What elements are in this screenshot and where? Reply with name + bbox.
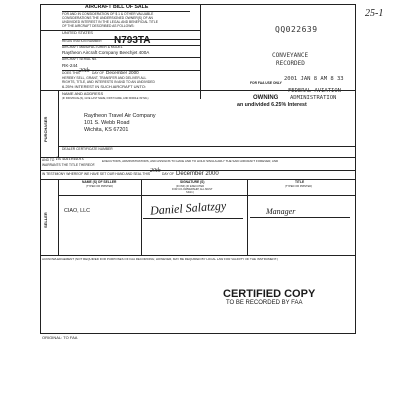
- manufacturer-value: Raytheon Aircraft Company Beechjet 400A: [62, 50, 150, 55]
- dealer-certificate-label: DEALER CERTIFICATE NUMBER: [62, 147, 113, 151]
- owning-label: OWNING: [253, 95, 279, 101]
- recorded-stamp: RECORDED: [276, 60, 305, 67]
- day-of-label: DAY OF: [92, 71, 104, 75]
- registration-label: REGISTRATION NUMBER: [62, 39, 102, 43]
- testimony-text: IN TESTIMONY WHEREOF WE HAVE SET OUR HAND AND SEAL THIS: [42, 172, 151, 176]
- testimony-dayof-label: DAY OF: [162, 172, 174, 176]
- col-title: TITLE: [295, 180, 305, 184]
- col-seller-name: NAME (S) OF SELLER: [82, 180, 117, 184]
- col-title-sub: (TYPED OR PRINTED): [285, 185, 313, 188]
- executors-text: EXECUTORS, ADMINISTRATORS, AND ASSIGNS TO HAVE AND TO HOLD SINGULARLY THE SAID AIRCRAFT FOREVER, AND: [102, 159, 279, 163]
- warrants-text: WARRANTS THE TITLE THEREOF.: [42, 163, 96, 167]
- name-address-label: NAME AND ADDRESS: [62, 91, 104, 96]
- recorded-by-faa-stamp: TO BE RECORDED BY FAA: [226, 300, 303, 306]
- serial-label: AIRCRAFT SERIAL No.: [62, 57, 97, 61]
- sale-day: 20th: [79, 68, 90, 74]
- seller-side-label: SELLER: [43, 212, 48, 228]
- col-signature-sub2: FOR CO-OWNERSHIP, ALL MUST: [172, 188, 213, 191]
- interest-line: 6.25% INTEREST IN SUCH AIRCRAFT UNTO:: [62, 84, 147, 89]
- certified-copy-stamp: CERTIFIED COPY: [223, 288, 316, 300]
- recorded-time-stamp: 2001 JAN 8 AM 8 33: [284, 76, 344, 82]
- faa-stamp-line1: FEDERAL AVIATION: [288, 88, 341, 94]
- purchaser-name: Raytheon Travel Air Company: [84, 113, 156, 119]
- original-to-faa: ORIGINAL: TO FAA: [42, 335, 78, 340]
- purchaser-street: 101 S. Webb Road: [84, 120, 130, 126]
- purchaser-side-label: PURCHASER: [43, 116, 48, 142]
- col-signature-sub1: (IN INK) (IF EXECUTED: [176, 185, 205, 188]
- col-signature: SIGNATURE (S): [180, 180, 205, 184]
- faa-stamp-line2: ADMINISTRATION: [290, 95, 337, 101]
- col-signature-sub3: SIGN.): [186, 191, 194, 194]
- name-address-sublabel: (IF INDIVIDUAL(S), GIVE LAST NAME, FIRST NAME, AND MIDDLE INITIAL): [62, 97, 149, 100]
- faa-use-only-label: FOR FAA USE ONLY: [250, 81, 282, 85]
- undivided-interest-stamp: an undivided 6.25% Interest: [237, 102, 307, 108]
- sale-month-year: December 2000: [106, 70, 139, 75]
- seller-signature: Daniel Salatzgy: [149, 198, 227, 218]
- handwritten-corner-number: 25-1: [365, 8, 384, 19]
- successors-handwritten: Its successors: [56, 157, 84, 162]
- registration-number: N793TA: [114, 35, 151, 46]
- document-number-stamp: QQ022639: [275, 25, 318, 34]
- acknowledgement-text: ACKNOWLEDGEMENT (NOT REQUIRED FOR PURPOSES OF FAA RECORDING; HOWEVER, MAY BE REQUIRED BY LOCAL LAW FOR VALIDITY OF THE INSTRUMENT.): [42, 257, 279, 261]
- serial-value: RK-244: [62, 63, 78, 68]
- testimony-day: 20th: [150, 168, 161, 174]
- and-to-label: AND TO: [42, 158, 55, 162]
- seller-title-handwritten: Manager: [266, 207, 296, 216]
- seller-name: CIAO, LLC: [64, 208, 91, 214]
- manufacturer-label: AIRCRAFT MANUFACTURER & MODEL: [62, 45, 123, 49]
- form-title: AIRCRAFT BILL OF SALE: [85, 4, 149, 10]
- purchaser-city: Wichita, KS 67201: [84, 127, 129, 133]
- conveyance-stamp: CONVEYANCE: [272, 52, 309, 59]
- does-this-label: DOES THIS: [62, 71, 80, 75]
- testimony-date: December 2000: [176, 171, 219, 177]
- country: UNITED STATES: [62, 30, 93, 35]
- col-seller-name-sub: (TYPED OR PRINTED): [86, 185, 114, 188]
